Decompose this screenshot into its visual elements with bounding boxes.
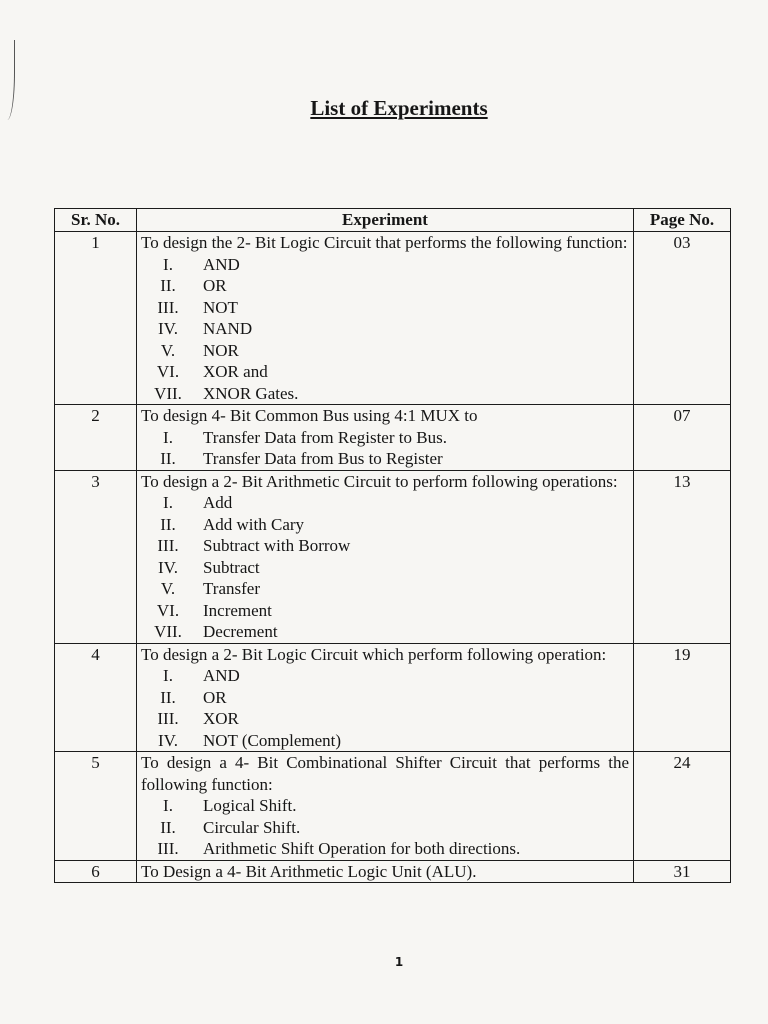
page-no-cell: 24: [634, 752, 731, 861]
experiment-description: To design the 2- Bit Logic Circuit that performs the following function:: [141, 233, 628, 252]
experiment-sub-item: [141, 340, 629, 362]
experiment-sub-item: [141, 318, 629, 340]
sub-item-text: OR: [203, 276, 227, 295]
roman-numeral: V.: [160, 340, 176, 360]
experiment-sub-item: [141, 492, 629, 514]
sub-item-text: Circular Shift.: [203, 817, 301, 837]
roman-numeral: VI.: [156, 362, 180, 381]
experiment-sub-item: [141, 621, 629, 643]
table-row: [55, 232, 731, 405]
roman-numeral: VII.: [154, 622, 182, 641]
page-no-cell: 31: [634, 860, 731, 883]
experiment-sub-item: [141, 600, 629, 622]
roman-numeral: II.: [160, 817, 176, 837]
sub-item-text: NOT: [203, 297, 238, 317]
experiments-table: [54, 208, 731, 883]
experiment-cell: [137, 752, 634, 861]
roman-numeral: III.: [157, 709, 179, 728]
roman-numeral: I.: [163, 493, 173, 512]
experiment-sub-item: [141, 297, 629, 319]
sub-item-text: Subtract: [203, 557, 260, 577]
sub-item-text: Add with Cary: [203, 514, 305, 534]
roman-numeral: IV.: [158, 319, 178, 338]
sr-no-cell: 3: [55, 470, 137, 643]
sub-item-text: Transfer: [203, 579, 260, 598]
table-row: [55, 860, 731, 883]
experiment-sub-item: [141, 275, 629, 297]
experiment-description: To Design a 4- Bit Arithmetic Logic Unit (ALU).: [141, 861, 477, 881]
experiment-sub-item: [141, 687, 629, 709]
sub-item-text: NOR: [203, 340, 239, 360]
sub-item-text: Transfer Data from Bus to Register: [203, 449, 443, 468]
sub-item-text: Add: [203, 493, 233, 512]
table-header-row: [55, 209, 731, 232]
experiment-sub-item: [141, 708, 629, 730]
sub-item-text: NOT (Complement): [203, 730, 342, 750]
sub-item-text: OR: [203, 687, 227, 707]
experiment-sub-item: [141, 665, 629, 687]
table-row: [55, 643, 731, 752]
roman-numeral: IV.: [158, 557, 178, 577]
experiment-cell: [137, 643, 634, 752]
sub-item-text: Arithmetic Shift Operation for both directions.: [203, 839, 521, 858]
experiment-sub-item: [141, 448, 629, 470]
sub-item-text: XOR and: [203, 362, 268, 381]
sr-no-cell: 5: [55, 752, 137, 861]
roman-numeral: I.: [163, 666, 173, 685]
page-no-cell: 07: [634, 405, 731, 471]
roman-numeral: I.: [163, 254, 173, 274]
page-number: 1: [394, 955, 404, 969]
roman-numeral: III.: [157, 297, 179, 317]
sub-item-text: Increment: [203, 600, 272, 620]
page-no-cell: 19: [634, 643, 731, 752]
table-row: [55, 470, 731, 643]
sub-item-text: Subtract with Borrow: [203, 536, 351, 555]
roman-numeral: I.: [163, 427, 173, 447]
experiment-description: To design a 2- Bit Logic Circuit which perform following operation:: [141, 644, 607, 664]
page-title: List of Experiments: [310, 96, 488, 120]
page-no-cell: 03: [634, 232, 731, 405]
experiment-sub-item: [141, 514, 629, 536]
experiment-sub-item: [141, 254, 629, 276]
roman-numeral: IV.: [158, 730, 178, 750]
experiment-description: To design a 2- Bit Arithmetic Circuit to perform following operations:: [141, 471, 618, 491]
sub-item-text: Decrement: [203, 622, 278, 641]
experiment-cell: [137, 232, 634, 405]
sub-item-text: Transfer Data from Register to Bus.: [203, 427, 447, 447]
experiment-sub-item: [141, 838, 629, 860]
page-no-cell: 13: [634, 470, 731, 643]
roman-numeral: II.: [160, 687, 176, 707]
table-row: [55, 752, 731, 861]
roman-numeral: II.: [160, 276, 176, 295]
sub-item-text: NAND: [203, 319, 253, 338]
experiment-sub-item: [141, 730, 629, 752]
header-page-no: Page No.: [634, 209, 731, 232]
sub-item-text: AND: [203, 254, 240, 274]
sr-no-cell: 4: [55, 643, 137, 752]
experiment-description: To design a 4- Bit Combinational Shifter Circuit that performs the following function:: [141, 753, 629, 794]
experiment-sub-item: [141, 795, 629, 817]
experiment-sub-item: [141, 361, 629, 383]
header-experiment: Experiment: [137, 209, 634, 232]
roman-numeral: III.: [157, 536, 179, 555]
experiment-description: To design 4- Bit Common Bus using 4:1 MUX to: [141, 406, 478, 425]
experiment-cell: [137, 470, 634, 643]
experiment-sub-item: [141, 578, 629, 600]
sub-item-text: XOR: [203, 709, 239, 728]
sub-item-text: XNOR Gates.: [203, 383, 299, 403]
sr-no-cell: 1: [55, 232, 137, 405]
sr-no-cell: 6: [55, 860, 137, 883]
roman-numeral: V.: [160, 579, 176, 598]
experiment-sub-item: [141, 557, 629, 579]
table-row: [55, 405, 731, 471]
header-sr-no: Sr. No.: [55, 209, 137, 232]
roman-numeral: VI.: [156, 600, 180, 620]
sr-no-cell: 2: [55, 405, 137, 471]
experiment-cell: [137, 860, 634, 883]
experiment-cell: [137, 405, 634, 471]
roman-numeral: II.: [160, 514, 176, 534]
roman-numeral: I.: [163, 796, 173, 815]
experiment-sub-item: [141, 817, 629, 839]
sub-item-text: AND: [203, 666, 240, 685]
experiment-sub-item: [141, 383, 629, 405]
roman-numeral: III.: [157, 839, 179, 858]
experiment-sub-item: [141, 427, 629, 449]
experiment-sub-item: [141, 535, 629, 557]
roman-numeral: II.: [160, 449, 176, 468]
sub-item-text: Logical Shift.: [203, 796, 297, 815]
roman-numeral: VII.: [154, 383, 182, 403]
